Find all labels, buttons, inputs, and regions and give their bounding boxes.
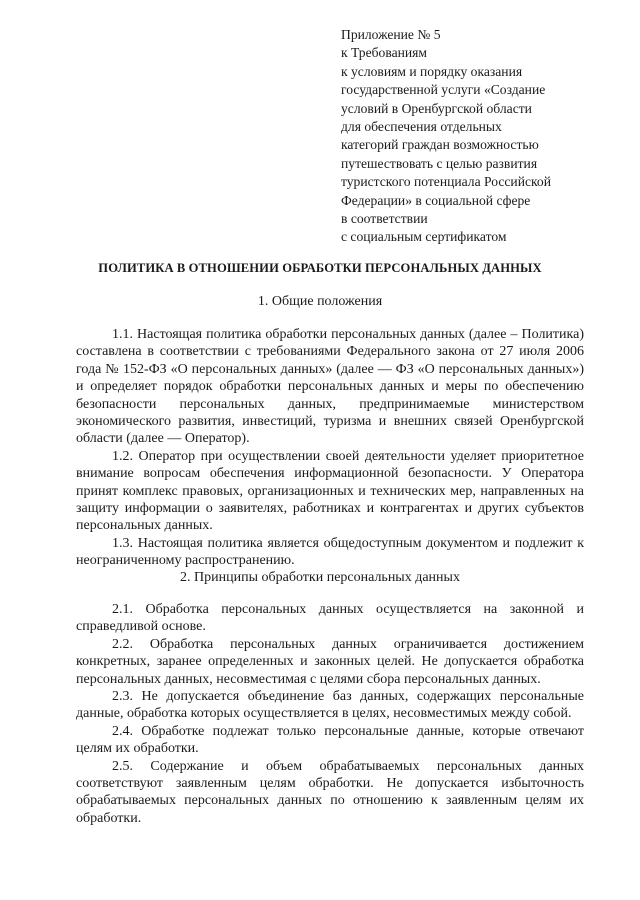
paragraph-1-3: 1.3. Настоящая политика является общедоступным документом и подлежит к неограниченному распространению. xyxy=(76,535,584,569)
header-line: путешествовать с целью развития xyxy=(341,155,538,171)
paragraph-2-5: 2.5. Содержание и объем обрабатываемых персональных данных соответствуют заявленным целям обработки. Не допускается избыточность обрабатываемых персональных данных по отношению к заявленным целям их обработки. xyxy=(76,758,584,826)
header-line: туристского потенциала Российской xyxy=(341,174,551,190)
paragraph-2-2: 2.2. Обработка персональных данных ограничивается достижением конкретных, заранее определенных и законных целей. Не допускается обработка персональных данных, несовместимая с целями сбора персональных данных. xyxy=(76,636,584,687)
paragraph-2-3: 2.3. Не допускается объединение баз данных, содержащих персональные данные, обработка которых осуществляется в целях, несовместимых между собой. xyxy=(76,689,584,722)
document-title: ПОЛИТИКА В ОТНОШЕНИИ ОБРАБОТКИ ПЕРСОНАЛЬНЫХ ДАННЫХ xyxy=(98,261,542,275)
header-line: к Требованиям xyxy=(341,45,428,61)
header-line: с социальным сертификатом xyxy=(341,229,507,245)
header-line: Приложение № 5 xyxy=(341,27,441,42)
paragraph-2-1: 2.1. Обработка персональных данных осуществляется на законной и справедливой основе. xyxy=(76,602,584,635)
header-line: для обеспечения отдельных xyxy=(341,119,502,135)
header-line: к условиям и порядку оказания xyxy=(341,63,523,79)
header-line: в соответствии xyxy=(341,211,428,227)
header-line: Федерации» в социальной сфере xyxy=(341,192,531,208)
header-line: условий в Оренбургской области xyxy=(341,100,532,116)
paragraph-2-4: 2.4. Обработке подлежат только персональные данные, которые отвечают целям их обработки. xyxy=(76,723,584,757)
paragraph-1-2: 1.2. Оператор при осуществлении своей деятельности уделяет приоритетное внимание вопросам обеспечения информационной безопасности. У Оператора принят комплекс правовых, организационных и технических мер, направленных на защиту информации о заявителях, работниках и контрагентах и других субъектов персональных данных. xyxy=(76,448,584,534)
header-line: категорий граждан возможностью xyxy=(341,137,539,153)
header-line: государственной услуги «Создание xyxy=(341,82,546,98)
section-2-heading: 2. Принципы обработки персональных данных xyxy=(180,570,460,585)
appendix-header xyxy=(341,26,601,247)
section-1-heading: 1. Общие положения xyxy=(257,294,383,309)
section-2-body xyxy=(76,601,584,827)
section-1-body xyxy=(76,326,584,570)
paragraph-1-1: 1.1. Настоящая политика обработки персональных данных (далее – Политика) составлена в соответствии с требованиями Федерального закона от 27 июля 2006 года № 152-ФЗ «О персональных данных» (далее — ФЗ «О персональных данных») и определяет порядок обработки персональных данных и меры по обеспечению безопасности персональных данных, предпринимаемые министерством экономического развития, инвестиций, туризма и внешних связей Оренбургской области (далее — Оператор). xyxy=(76,327,584,447)
